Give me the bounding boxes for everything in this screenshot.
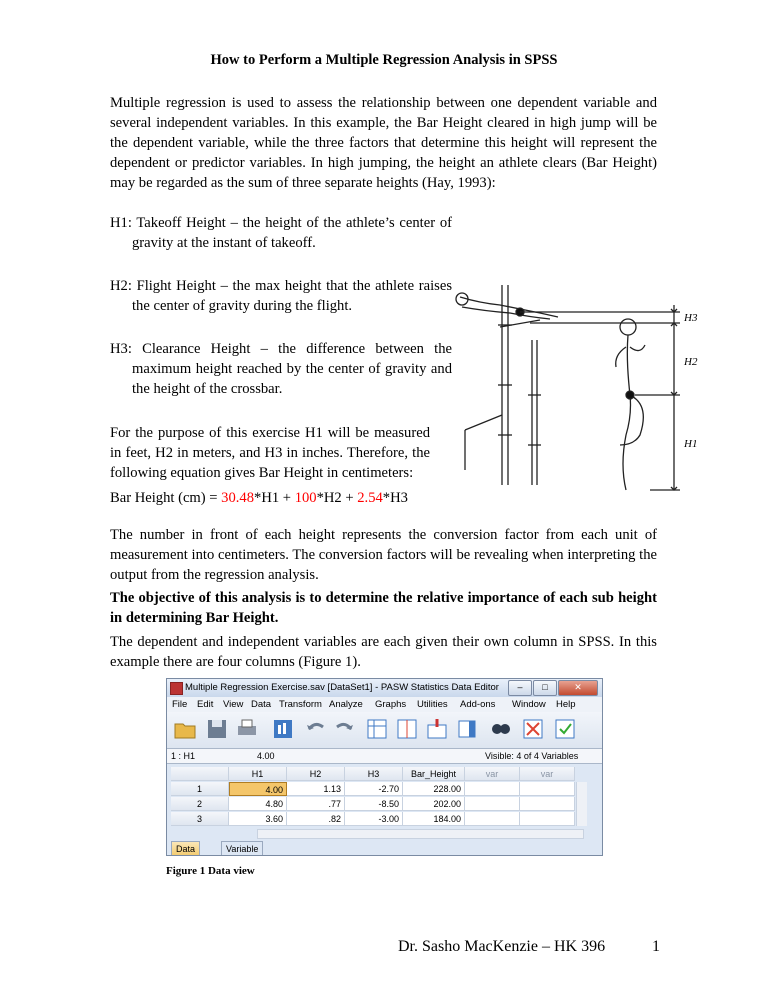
column-header-bar-height[interactable]: Bar_Height [403, 767, 465, 781]
h3-definition: H3: Clearance Height – the difference between the maximum height reached by the center of gravity and the height of the crossbar. [110, 341, 452, 397]
objective-text: The objective of this analysis is to determine the relative importance of each sub height in determining Bar Height. [110, 590, 657, 626]
menu-analyze[interactable]: Analyze [329, 699, 363, 710]
column-header-h2[interactable]: H2 [287, 767, 345, 781]
coef-h2: 100 [294, 490, 317, 506]
data-cell[interactable]: 1.13 [287, 782, 345, 796]
table-row [171, 797, 595, 812]
equation-term3: *H3 [382, 490, 408, 506]
undo-icon[interactable] [303, 717, 327, 741]
equation-term2: *H2 + [316, 490, 358, 506]
horizontal-scrollbar[interactable] [257, 829, 584, 839]
columns-paragraph: The dependent and independent variables are each given their own column in SPSS. In this example there are four columns (Figure 1). [110, 634, 657, 670]
data-cell-selected[interactable]: 4.00 [229, 782, 287, 796]
data-cell[interactable]: .82 [287, 812, 345, 826]
corner-cell [171, 767, 229, 781]
data-cell[interactable]: 228.00 [403, 782, 465, 796]
h1-definition: H1: Takeoff Height – the height of the athlete’s center of gravity at the instant of takeoff. [110, 215, 452, 251]
objective-paragraph [110, 588, 657, 628]
menu-data[interactable]: Data [251, 699, 272, 710]
cell-reference-bar [167, 749, 602, 764]
vertical-scrollbar[interactable] [576, 782, 587, 826]
variables-icon[interactable] [455, 717, 479, 741]
data-cell[interactable]: 3.60 [229, 812, 287, 826]
close-icon[interactable]: ✕ [558, 680, 598, 696]
data-cell[interactable] [465, 797, 520, 811]
menu-file[interactable]: File [172, 699, 188, 710]
data-cell[interactable]: 184.00 [403, 812, 465, 826]
column-header-var[interactable]: var [465, 767, 520, 781]
column-header-var[interactable]: var [520, 767, 575, 781]
data-cell[interactable] [520, 797, 575, 811]
menu-graphs[interactable]: Graphs [375, 699, 407, 710]
cell-value-editor[interactable]: 4.00 [257, 751, 275, 761]
row-number[interactable]: 1 [171, 782, 229, 796]
label-h2: H2 [684, 356, 698, 368]
label-h3: H3 [684, 312, 698, 324]
data-cell[interactable] [465, 782, 520, 796]
data-cell[interactable]: .77 [287, 797, 345, 811]
find-icon[interactable] [489, 717, 513, 741]
menu-view[interactable]: View [223, 699, 244, 710]
column-header-h1[interactable]: H1 [229, 767, 287, 781]
minimize-icon[interactable]: – [508, 680, 532, 696]
visible-variables-label: Visible: 4 of 4 Variables [485, 751, 579, 761]
h2-definition: H2: Flight Height – the max height that the athlete raises the center of gravity during the flight. [110, 278, 452, 314]
data-cell[interactable] [465, 812, 520, 826]
coef-h1: 30.48 [221, 490, 255, 506]
data-cell[interactable]: -8.50 [345, 797, 403, 811]
open-folder-icon[interactable] [173, 717, 197, 741]
menu-bar [167, 697, 602, 712]
window-title: Multiple Regression Exercise.sav [DataSet1] - PASW Statistics Data Editor [185, 682, 499, 693]
menu-add-ons[interactable]: Add-ons [460, 699, 496, 710]
row-number[interactable]: 2 [171, 797, 229, 811]
high-jump-figure [440, 285, 750, 495]
split-file-icon[interactable] [521, 717, 545, 741]
equation-term1: *H1 + [254, 490, 295, 506]
insert-case-icon[interactable] [425, 717, 449, 741]
redo-icon[interactable] [333, 717, 357, 741]
data-cell[interactable]: -2.70 [345, 782, 403, 796]
window-controls [508, 680, 598, 696]
table-row [171, 782, 595, 797]
maximize-icon[interactable]: □ [533, 680, 557, 696]
table-row [171, 812, 595, 827]
data-cell[interactable]: 202.00 [403, 797, 465, 811]
page-title: How to Perform a Multiple Regression Analysis in SPSS [210, 52, 558, 68]
column-header-h3[interactable]: H3 [345, 767, 403, 781]
grid-header-row [171, 767, 595, 782]
spss-data-editor-window [166, 678, 603, 856]
menu-window[interactable]: Window [512, 699, 546, 710]
intro-paragraph: Multiple regression is used to assess the relationship between one dependent variable and several independent variables. In this example, the Bar Height cleared in high jump will be the dependent variable, while the three factors that determine this height will represent the dependent or predictor variables. In high jumping, the height an athlete clears (Bar Height) may be regarded as the sum of three separate heights (Hay, 1993): [110, 95, 657, 191]
tab-variable-view[interactable]: Variable [221, 841, 263, 856]
data-cell[interactable]: -3.00 [345, 812, 403, 826]
conversion-paragraph: The number in front of each height represents the conversion factor from each unit of measurement into centimeters. The conversion factors will be revealing when interpreting the output from the regression analysis. [110, 527, 657, 583]
save-icon[interactable] [205, 717, 229, 741]
data-cell[interactable]: 4.80 [229, 797, 287, 811]
goto-case-icon[interactable] [365, 717, 389, 741]
print-icon[interactable] [235, 717, 259, 741]
menu-utilities[interactable]: Utilities [417, 699, 448, 710]
tab-data-view[interactable]: Data [171, 841, 200, 856]
menu-edit[interactable]: Edit [197, 699, 214, 710]
menu-help[interactable]: Help [556, 699, 576, 710]
cell-reference: 1 : H1 [171, 751, 196, 761]
label-h1: H1 [684, 438, 698, 450]
spss-app-icon [170, 682, 183, 695]
menu-transform[interactable]: Transform [279, 699, 322, 710]
coef-h3: 2.54 [357, 490, 383, 506]
purpose-paragraph: For the purpose of this exercise H1 will be measured in feet, H2 in meters, and H3 in inches. Therefore, the following equation gives Bar Height in centimeters: [110, 425, 430, 481]
data-cell[interactable] [520, 782, 575, 796]
window-titlebar [167, 679, 602, 697]
footer-author: Dr. Sasho MacKenzie – HK 396 [398, 938, 606, 955]
equation-prefix: Bar Height (cm) = [110, 490, 222, 506]
page-number: 1 [652, 938, 660, 955]
figure-caption: Figure 1 Data view [166, 865, 255, 877]
goto-variable-icon[interactable] [395, 717, 419, 741]
weight-cases-icon[interactable] [553, 717, 577, 741]
toolbar [167, 712, 602, 749]
data-cell[interactable] [520, 812, 575, 826]
row-number[interactable]: 3 [171, 812, 229, 826]
dialog-recall-icon[interactable] [271, 717, 295, 741]
